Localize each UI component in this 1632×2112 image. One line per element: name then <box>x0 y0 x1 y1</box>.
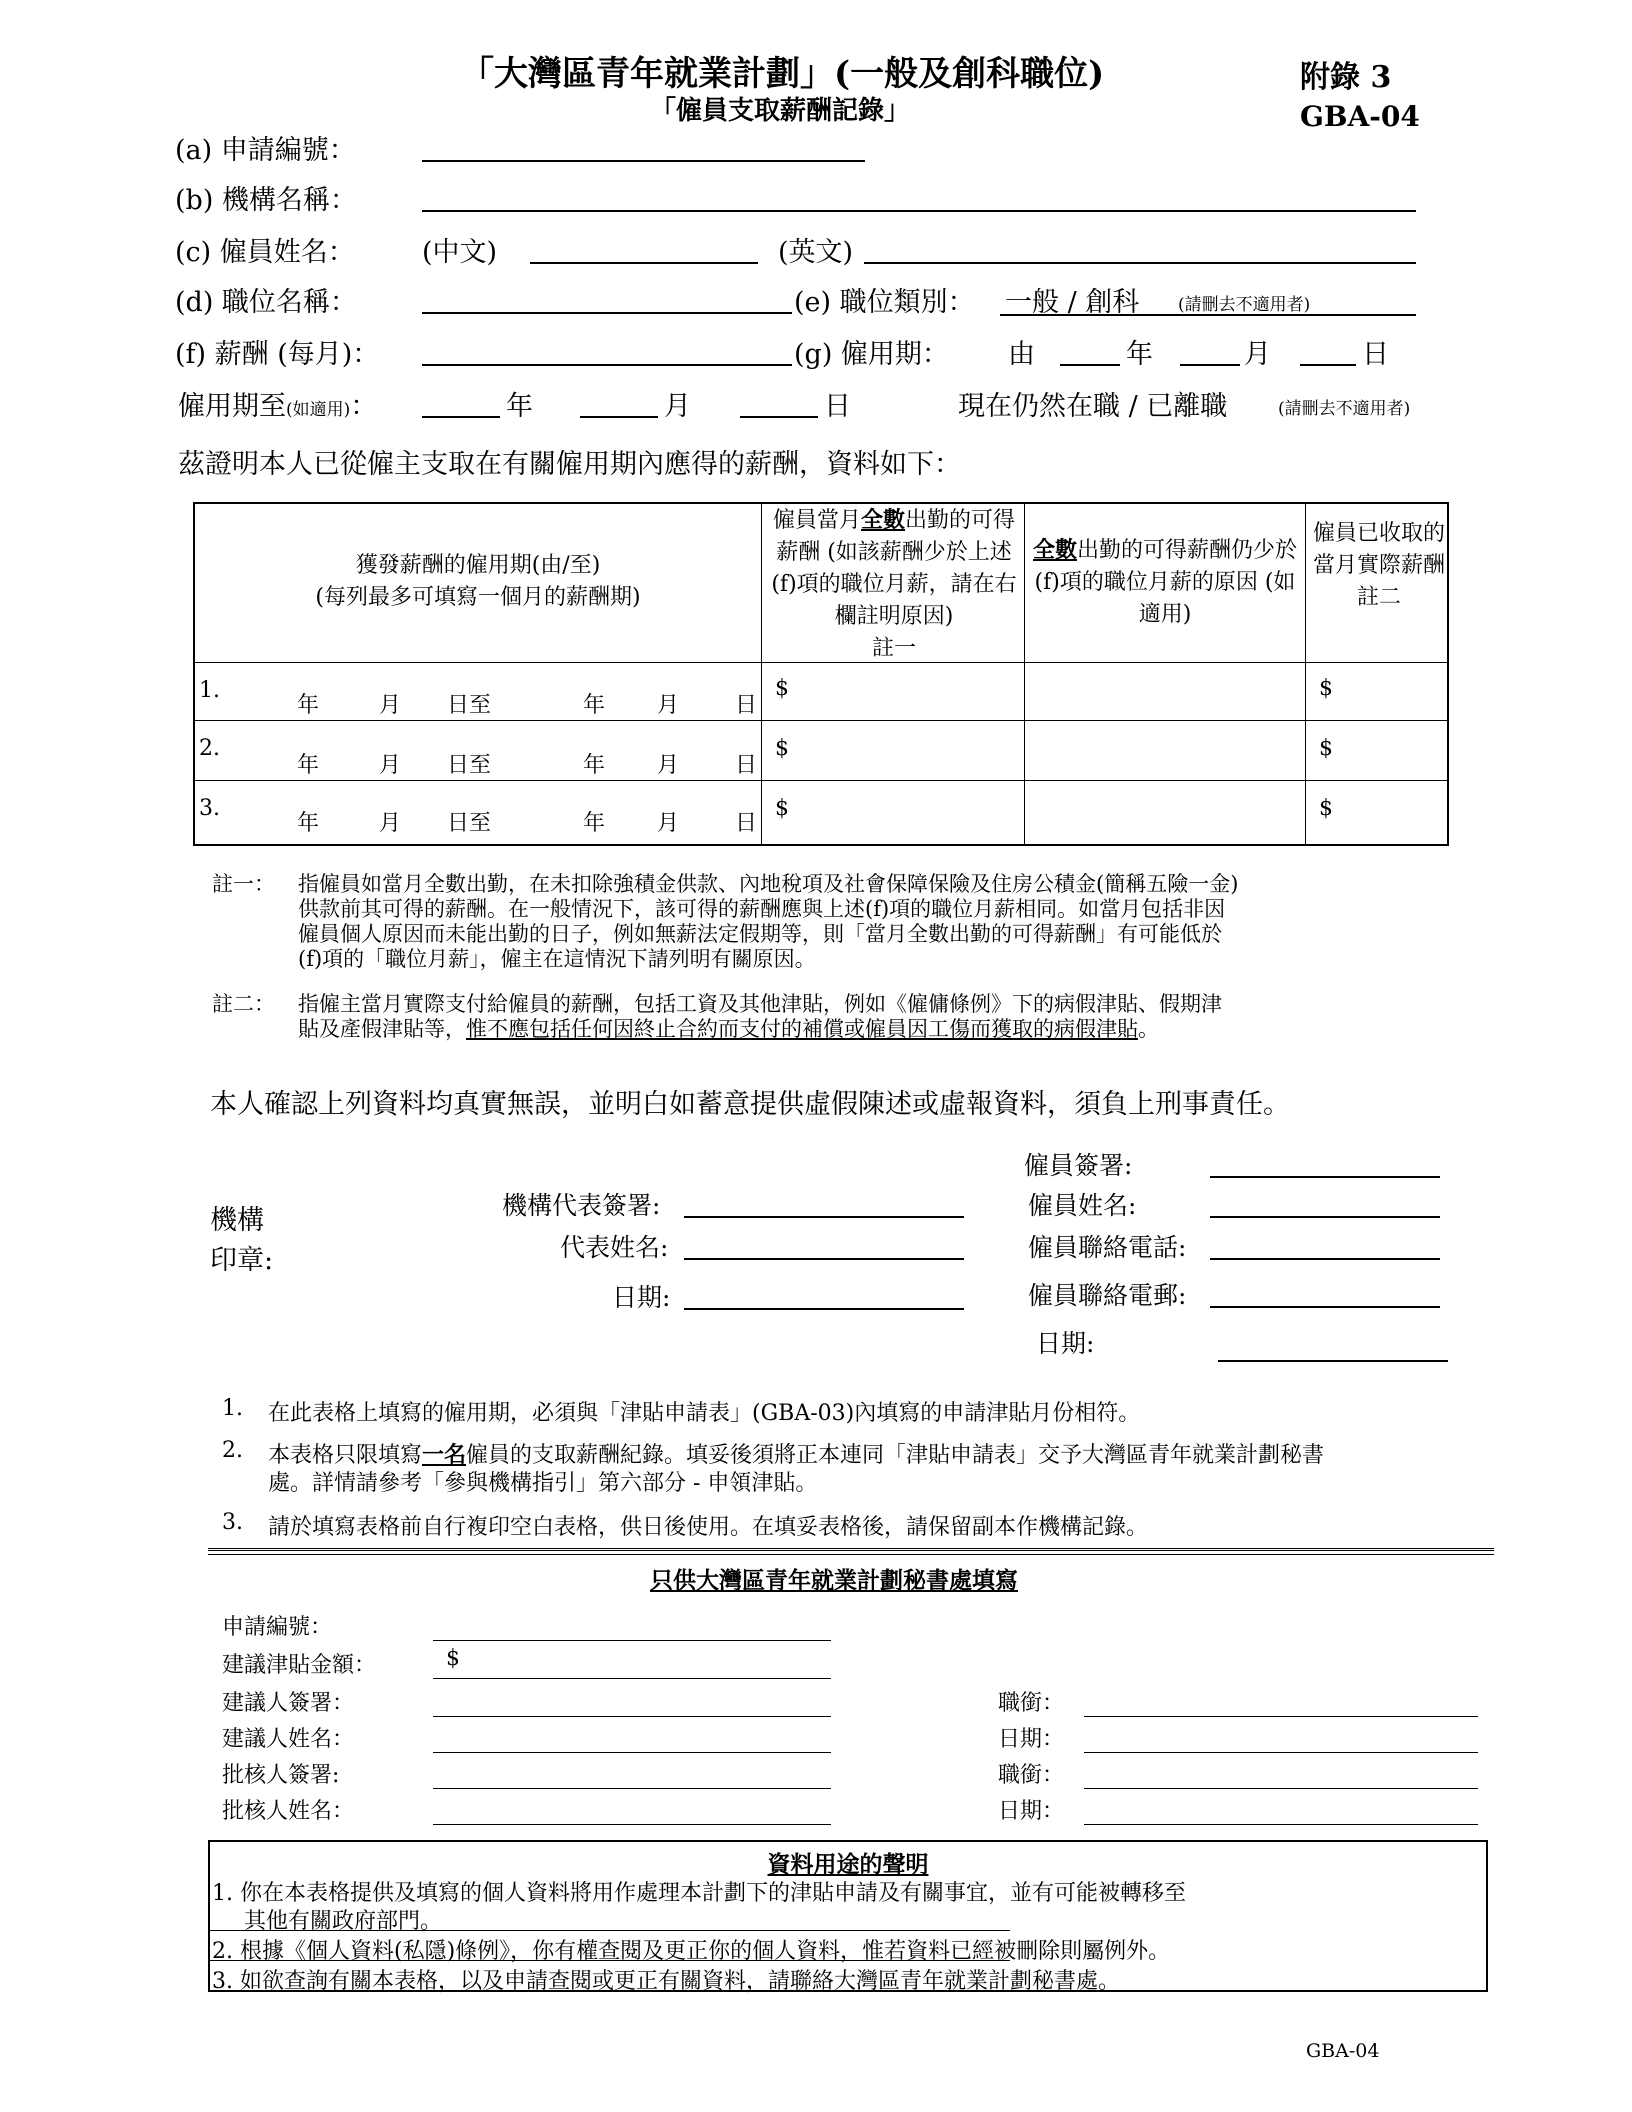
employment-until-colon: ： <box>350 391 378 422</box>
field-b-label: (b) 機構名稱： <box>175 185 357 216</box>
emp-email-line[interactable] <box>1210 1278 1440 1308</box>
salary-table: 獲發薪酬的僱用期(由/至) (每列最多可填寫一個月的薪酬期) 僱員當月全數出勤的可得薪酬 (如該薪酬少於上述(f)項的職位月薪，請在右欄註明原因) 註一 全數出勤的可得薪酬仍少於(f)項的職位月薪的原因 (如適用) 僱員已收取的當月實際薪酬 註二 1. 年 月 日至 年 月 日 $ $ 2. 年 月 日至 年 月 日 $ $ 3. 年 月 日至 年 月 日 $ $ <box>193 502 1449 846</box>
confirmation-statement: 本人確認上列資料均真實無誤，並明白如蓄意提供虛假陳述或虛報資料，須負上刑事責任。 <box>210 1089 1290 1120</box>
emp-email-label: 僱員聯絡電郵: <box>1028 1281 1187 1310</box>
privacy-divider-2 <box>210 1960 1010 1961</box>
employment-from-month-label: 月 <box>1244 339 1271 370</box>
org-stamp-label-1: 機構 <box>210 1205 264 1236</box>
office-date-2-line[interactable] <box>1084 1796 1478 1825</box>
note-2-line-1: 指僱主當月實際支付給僱員的薪酬，包括工資及其他津貼，例如《僱傭條例》下的病假津貼、假期津 <box>298 992 1222 1016</box>
declaration-intro: 茲證明本人已從僱主支取在有關僱用期內應得的薪酬，資料如下： <box>178 449 961 480</box>
privacy-item-1-line-1: 1. 你在本表格提供及填寫的個人資料將用作處理本計劃下的津貼申請及有關事宜，並有可能被轉移至 <box>212 1881 1186 1906</box>
section-divider <box>208 1548 1494 1555</box>
privacy-item-1-line-2: 其他有關政府部門。 <box>244 1909 443 1934</box>
field-d-label: (d) 職位名稱： <box>175 287 357 318</box>
note-1-line-2: 供款前其可得的薪酬。在一般情況下，該可得的薪酬應與上述(f)項的職位月薪相同。如當月包括非因 <box>298 897 1226 921</box>
emp-sign-line[interactable] <box>1210 1148 1440 1178</box>
instruction-3-num: 3. <box>222 1510 243 1535</box>
employee-name-en-line[interactable] <box>864 232 1416 264</box>
office-post-1-label: 職銜： <box>998 1691 1065 1716</box>
field-c-label: (c) 僱員姓名： <box>175 237 355 268</box>
employment-until-hint: (如適用) <box>286 400 351 420</box>
office-proposer-sign-line[interactable] <box>433 1688 831 1717</box>
emp-name-label: 僱員姓名: <box>1028 1191 1137 1220</box>
form-title: 「大灣區青年就業計劃」(一般及創科職位) <box>460 54 1105 94</box>
emp-sign-label: 僱員簽署: <box>1024 1151 1133 1180</box>
field-g-label: (g) 僱用期： <box>794 339 949 370</box>
note-2-line-2: 貼及產假津貼等，惟不應包括任何因終止合約而支付的補償或僱員因工傷而獲取的病假津貼。 <box>298 1017 1159 1041</box>
row3-salary-currency[interactable]: $ <box>775 796 789 821</box>
field-c-cn-label: (中文) <box>422 237 498 268</box>
form-code: GBA-04 <box>1300 100 1420 133</box>
employee-name-cn-line[interactable] <box>530 232 758 264</box>
row1-salary-currency[interactable]: $ <box>775 676 789 701</box>
instruction-1-num: 1. <box>222 1396 243 1421</box>
monthly-salary-line[interactable] <box>422 334 792 366</box>
row2-salary-currency[interactable]: $ <box>775 736 789 761</box>
employment-from-year-line[interactable] <box>1060 334 1120 366</box>
instruction-2-line-2: 處。詳情請參考「參與機構指引」第六部分 - 申領津貼。 <box>268 1471 818 1496</box>
job-category-hint: (請刪去不適用者) <box>1178 295 1311 315</box>
field-c-en-label: (英文) <box>778 237 854 268</box>
employment-until-month-label: 月 <box>664 391 691 422</box>
organization-name-line[interactable] <box>422 180 1416 212</box>
instruction-2-num: 2. <box>222 1438 243 1463</box>
field-a-label: (a) 申請編號： <box>175 135 356 166</box>
office-app-no-label: 申請編號： <box>222 1615 333 1640</box>
field-f-label: (f) 薪酬 (每月)： <box>175 339 380 370</box>
note-1-line-1: 指僱員如當月全數出勤，在未扣除強積金供款、內地稅項及社會保障保險及住房公積金(簡稱五險一金) <box>298 872 1239 896</box>
field-e-label: (e) 職位類別： <box>794 287 975 318</box>
office-amount-line[interactable] <box>433 1650 831 1679</box>
office-proposer-name-label: 建議人姓名： <box>222 1727 355 1752</box>
privacy-divider-1 <box>210 1930 1010 1931</box>
employment-from-label: 由 <box>1008 339 1035 370</box>
office-post-1-line[interactable] <box>1084 1688 1478 1717</box>
row1-actual-currency[interactable]: $ <box>1319 676 1333 701</box>
instruction-1: 在此表格上填寫的僱用期，必須與「津貼申請表」(GBA-03)內填寫的申請津貼月份相符。 <box>268 1401 1141 1426</box>
emp-date-line[interactable] <box>1218 1332 1448 1362</box>
employment-from-day-label: 日 <box>1362 339 1389 370</box>
job-category-value[interactable]: 一般 / 創科 <box>1005 287 1140 318</box>
rep-name-label: 代表姓名: <box>560 1233 669 1262</box>
privacy-item-2: 2. 根據《個人資料(私隱)條例》，你有權查閱及更正你的個人資料，惟若資料已經被刪除則屬例外。 <box>212 1939 1171 1964</box>
emp-phone-line[interactable] <box>1210 1230 1440 1260</box>
privacy-item-3: 3. 如欲查詢有關本表格，以及申請查閱或更正有關資料，請聯絡大灣區青年就業計劃秘書處。 <box>212 1969 1120 1994</box>
job-title-line[interactable] <box>422 282 792 314</box>
footer-form-code: GBA-04 <box>1306 2040 1380 2062</box>
rep-date-line[interactable] <box>684 1280 964 1310</box>
employment-status-hint: (請刪去不適用者) <box>1278 399 1411 419</box>
employment-from-year-label: 年 <box>1126 339 1153 370</box>
employment-until-year-line[interactable] <box>422 386 500 418</box>
rep-sign-label: 機構代表簽署: <box>502 1191 661 1220</box>
org-stamp-label-2: 印章: <box>210 1245 274 1276</box>
office-proposer-name-line[interactable] <box>433 1724 831 1753</box>
office-date-2-label: 日期： <box>998 1799 1065 1824</box>
application-number-line[interactable] <box>422 130 865 162</box>
employment-until-year-label: 年 <box>506 391 533 422</box>
rep-name-line[interactable] <box>684 1230 964 1260</box>
note-1-line-4: (f)項的「職位月薪」，僱主在這情況下請列明有關原因。 <box>298 947 816 971</box>
row2-actual-currency[interactable]: $ <box>1319 736 1333 761</box>
emp-name-line[interactable] <box>1210 1188 1440 1218</box>
rep-sign-line[interactable] <box>684 1188 964 1218</box>
employment-from-day-line[interactable] <box>1300 334 1356 366</box>
office-use-title: 只供大灣區青年就業計劃秘書處填寫 <box>650 1567 1018 1594</box>
employment-until-label <box>178 384 377 423</box>
appendix-label: 附錄 3 <box>1300 60 1392 95</box>
office-amount-currency: $ <box>446 1646 460 1671</box>
row3-actual-currency[interactable]: $ <box>1319 796 1333 821</box>
employment-status-options[interactable]: 現在仍然在職 / 已離職 <box>958 391 1228 422</box>
note-2-label: 註二： <box>212 992 275 1016</box>
header-employment-period: 獲發薪酬的僱用期(由/至) (每列最多可填寫一個月的薪酬期) <box>315 553 641 610</box>
emp-phone-label: 僱員聯絡電話: <box>1028 1233 1187 1262</box>
employment-from-month-line[interactable] <box>1180 334 1240 366</box>
instruction-2: 本表格只限填寫一名僱員的支取薪酬紀錄。填妥後須將正本連同「津貼申請表」交予大灣區青年就業計劃秘書 <box>268 1442 1325 1468</box>
office-date-1-line[interactable] <box>1084 1724 1478 1753</box>
header-actual-salary: 僱員已收取的當月實際薪酬 註二 <box>1312 521 1445 610</box>
note-1-label: 註一： <box>212 872 275 896</box>
office-approver-name-label: 批核人姓名： <box>222 1799 355 1824</box>
header-full-attendance-salary: 僱員當月全數出勤的可得薪酬 (如該薪酬少於上述(f)項的職位月薪，請在右欄註明原因) 註一 <box>771 507 1017 661</box>
employment-until-text: 僱用期至 <box>178 391 286 422</box>
office-date-1-label: 日期： <box>998 1727 1065 1752</box>
emp-date-label: 日期: <box>1036 1329 1095 1358</box>
employment-until-month-line[interactable] <box>580 386 658 418</box>
instruction-3: 請於填寫表格前自行複印空白表格，供日後使用。在填妥表格後，請保留副本作機構記錄。 <box>268 1515 1149 1540</box>
office-approver-sign-label: 批核人簽署: <box>222 1763 340 1788</box>
office-post-2-line[interactable] <box>1084 1760 1478 1789</box>
privacy-statement-box <box>208 1840 1488 1992</box>
office-approver-sign-line[interactable] <box>433 1760 831 1789</box>
office-amount-label: 建議津貼金額： <box>222 1653 377 1678</box>
office-app-no-line[interactable] <box>433 1612 831 1641</box>
header-reason: 全數出勤的可得薪酬仍少於(f)項的職位月薪的原因 (如適用) <box>1032 537 1298 627</box>
job-category-line <box>1000 282 1416 316</box>
office-proposer-sign-label: 建議人簽署： <box>222 1691 355 1716</box>
employment-until-day-line[interactable] <box>740 386 818 418</box>
note-1-line-3: 僱員個人原因而未能出勤的日子，例如無薪法定假期等，則「當月全數出勤的可得薪酬」有可能低於 <box>298 922 1222 946</box>
form-subtitle: 「僱員支取薪酬記錄」 <box>650 96 911 126</box>
employment-until-day-label: 日 <box>824 391 851 422</box>
office-post-2-label: 職銜： <box>998 1763 1065 1788</box>
rep-date-label: 日期: <box>612 1283 671 1312</box>
privacy-title: 資料用途的聲明 <box>767 1851 929 1878</box>
office-approver-name-line[interactable] <box>433 1796 831 1825</box>
